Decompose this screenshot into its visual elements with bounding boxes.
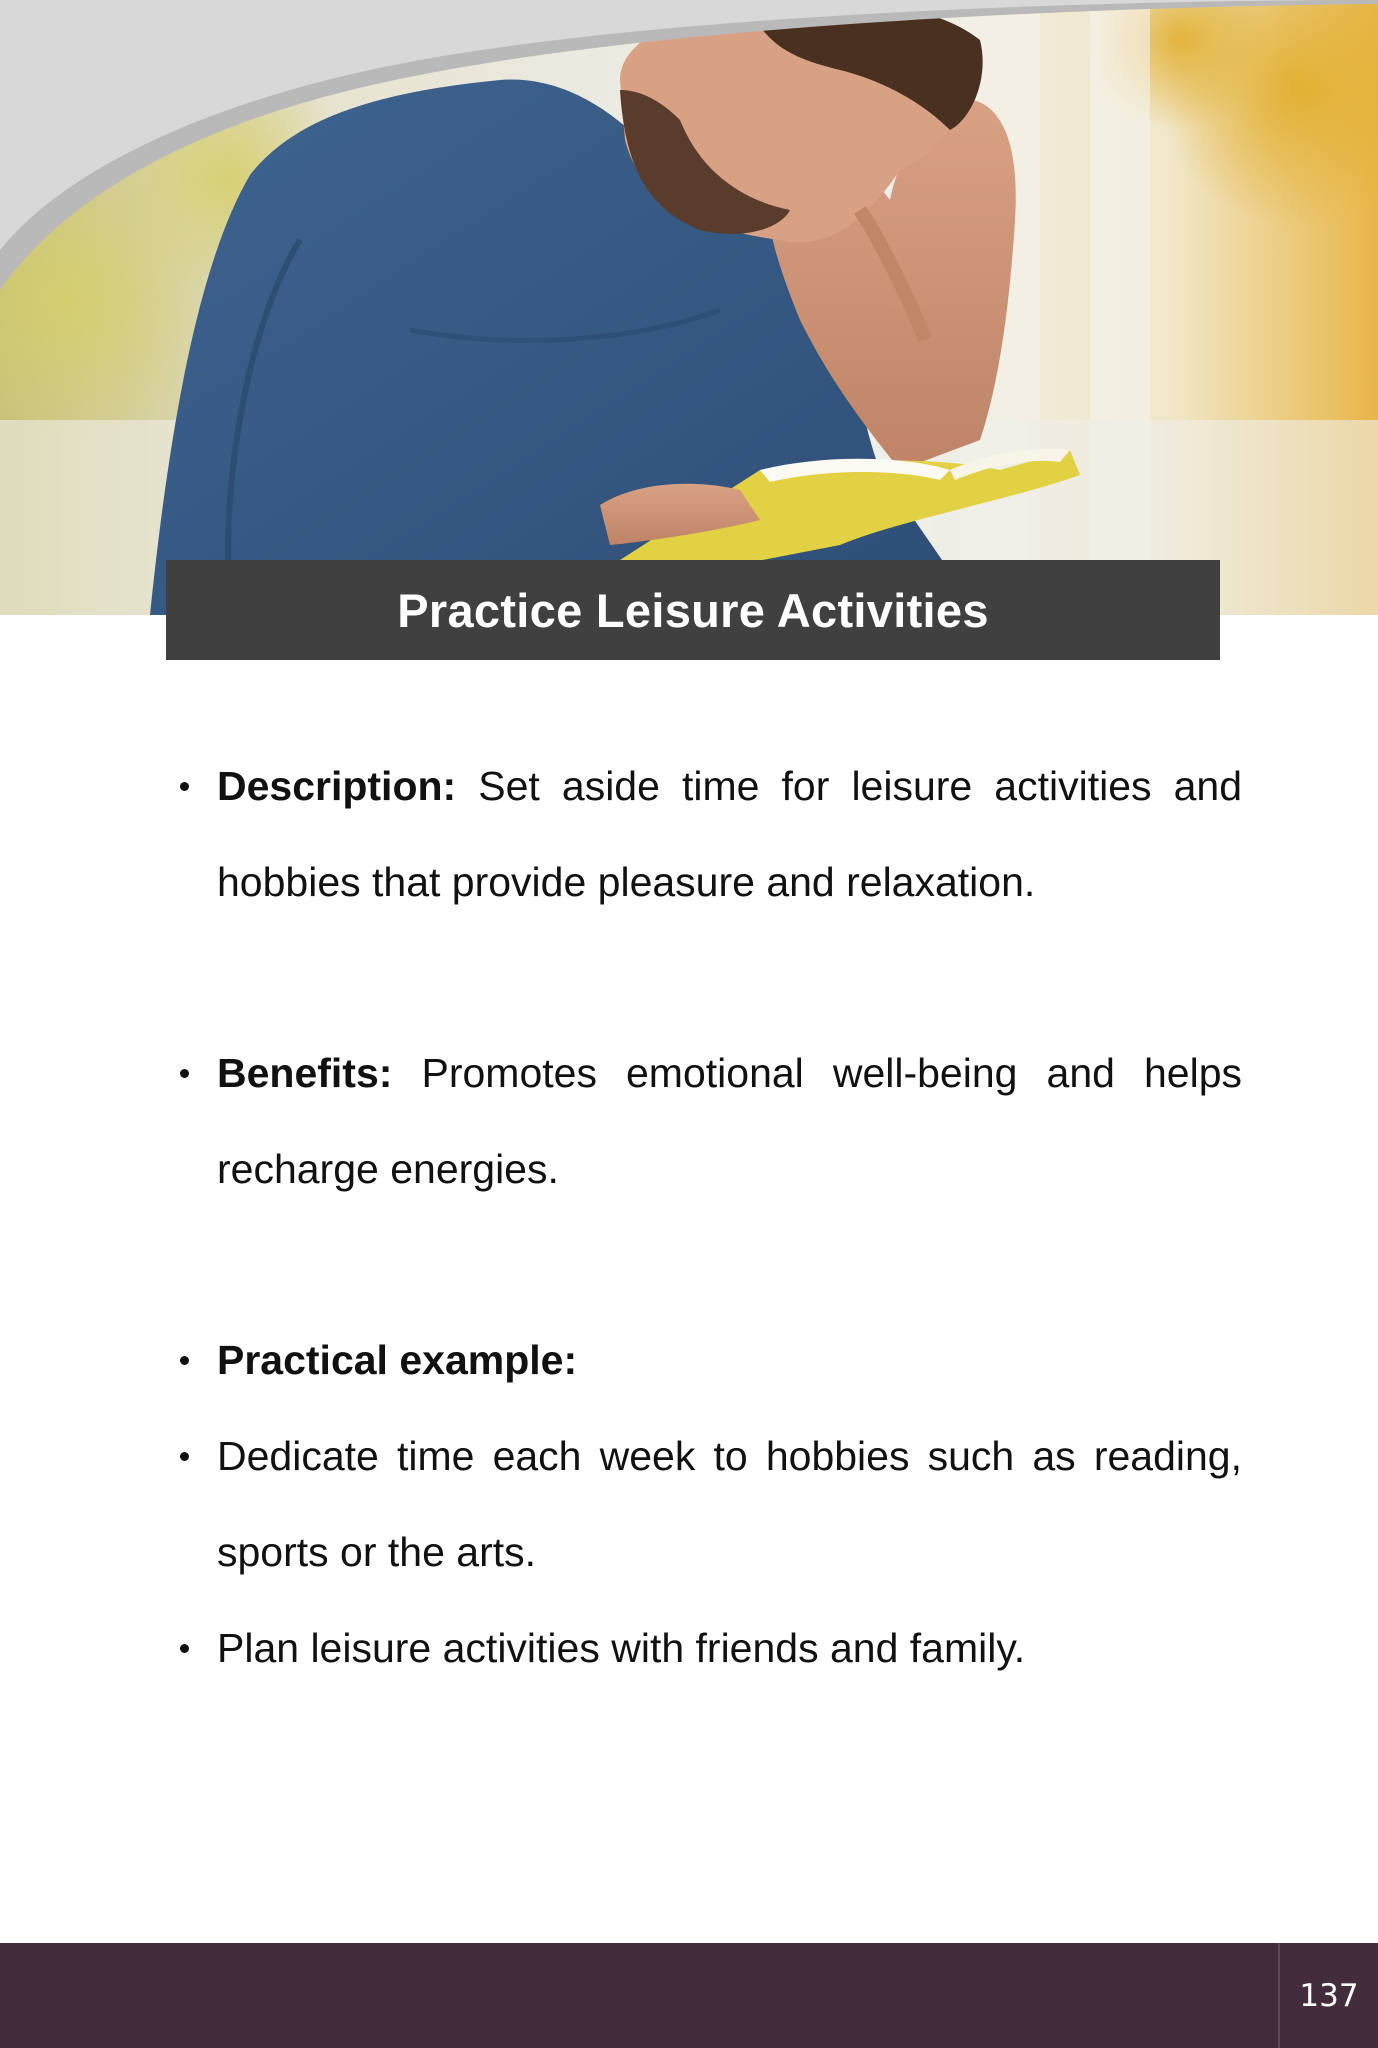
item-text: Dedicate time each week to hobbies such as reading, sports or the arts. <box>217 1433 1242 1575</box>
list-item-benefits <box>176 1025 1242 1217</box>
page-number: 137 <box>1299 1977 1359 2014</box>
item-text: Plan leisure activities with friends and family. <box>217 1625 1026 1671</box>
footer-bar <box>0 1943 1378 2048</box>
hero-image <box>0 0 1378 615</box>
list-item-description <box>176 738 1242 930</box>
item-text: Promotes emotional well-being and helps recharge energies. <box>217 1050 1242 1192</box>
list-item-example-plan <box>176 1600 1242 1696</box>
page-title: Practice Leisure Activities <box>397 583 989 637</box>
list-item-practical-example <box>176 1312 1242 1408</box>
item-label: Benefits: <box>217 1050 393 1096</box>
bullet-list <box>176 738 1242 1696</box>
item-label: Description: <box>217 763 457 809</box>
page-number-box <box>1278 1943 1378 2048</box>
item-text: Set aside time for leisure activities and hobbies that provide pleasure and relaxation. <box>217 763 1242 905</box>
item-label: Practical example: <box>217 1337 578 1383</box>
title-banner <box>166 560 1220 660</box>
list-item-example-hobbies <box>176 1408 1242 1600</box>
content-body <box>176 738 1242 1696</box>
